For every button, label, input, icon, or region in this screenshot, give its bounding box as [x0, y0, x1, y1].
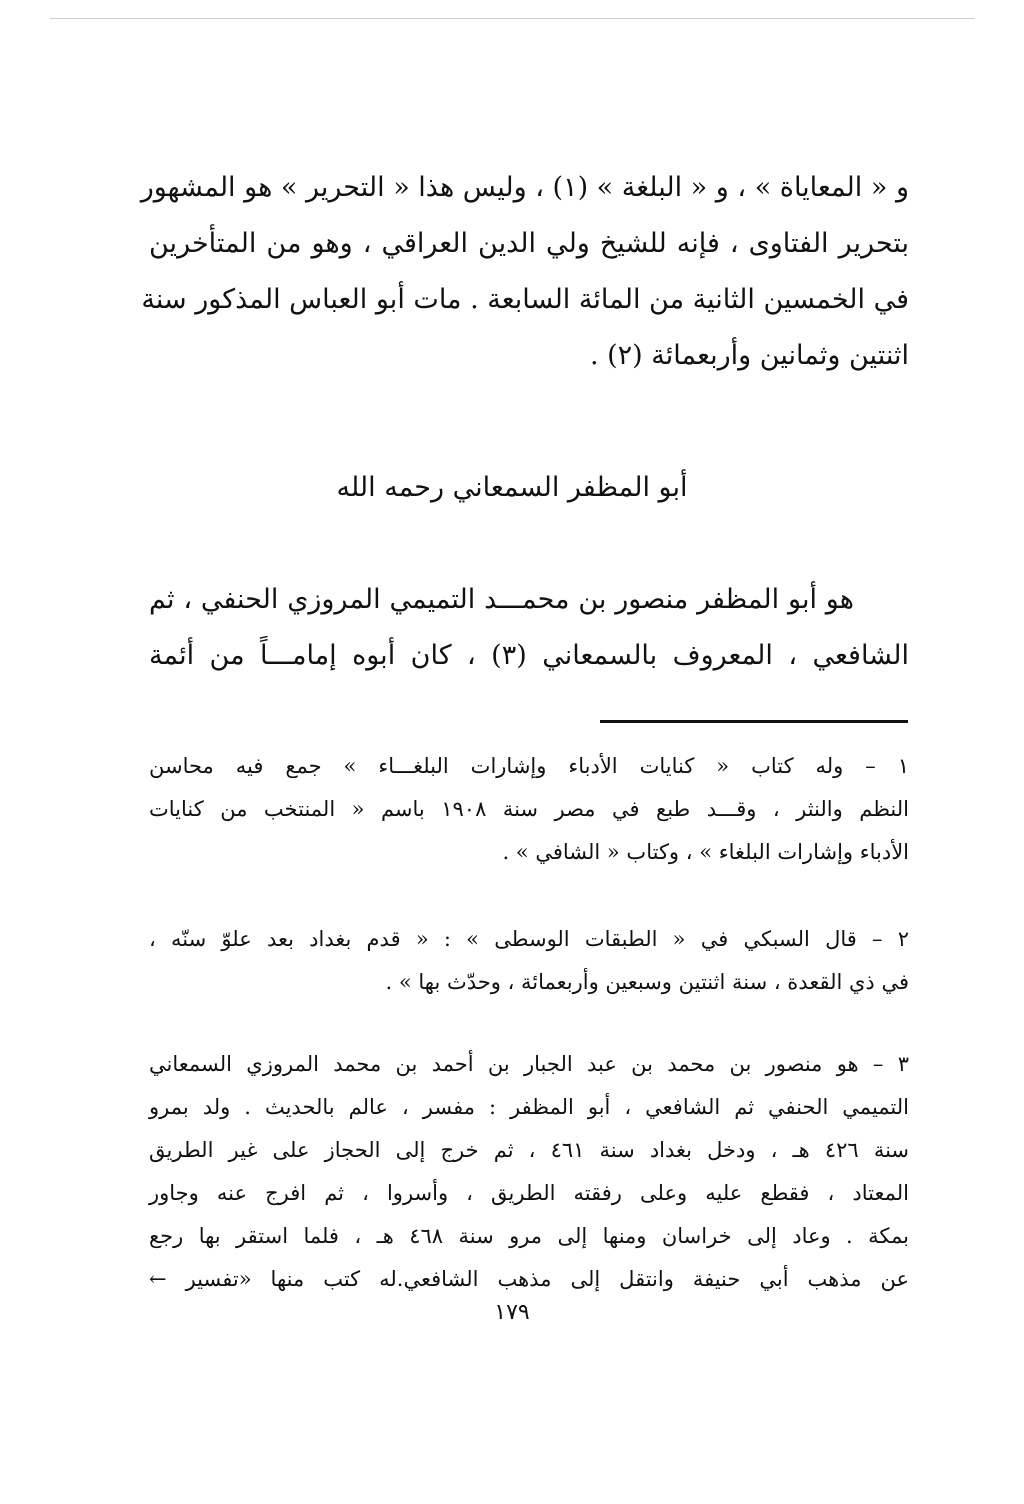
- section-heading: أبو المظفر السمعاني رحمه الله: [336, 472, 688, 503]
- paragraph-line: الشافعي ، المعروف بالسمعاني (٣) ، كان أبوه إمامـــاً من أئمة: [149, 640, 909, 671]
- footnote-line: النظم والنثر ، وقـــد طبع في مصر سنة ١٩٠٨ باسم « المنتخب من كنايات: [149, 797, 909, 821]
- paragraph-line: و « المعاياة » ، و « البلغة » (١) ، وليس هذا « التحرير » هو المشهور: [140, 172, 909, 203]
- footnote-line: عن مذهب أبي حنيفة وانتقل إلى مذهب الشافعي.له كتب منها «تفسير ←: [149, 1267, 909, 1291]
- paragraph-line: اثنتين وثمانين وأربعمائة (٢) .: [589, 340, 909, 371]
- footnote-divider: [600, 720, 908, 723]
- paragraph-line: بتحرير الفتاوى ، فإنه للشيخ ولي الدين العراقي ، وهو من المتأخرين: [149, 228, 909, 259]
- top-divider: [50, 18, 975, 19]
- footnote-line: سنة ٤٢٦ هـ ، ودخل بغداد سنة ٤٦١ ، ثم خرج إلى الحجاز على غير الطريق: [149, 1138, 910, 1162]
- footnote-3: [149, 1043, 909, 1301]
- main-paragraph: [140, 160, 909, 384]
- footnote-2: [149, 918, 909, 1004]
- footnote-line: ١ – وله كتاب « كنايات الأدباء وإشارات البلغـــاء » جمع فيه محاسن: [149, 754, 909, 778]
- footnote-line: التميمي الحنفي ثم الشافعي ، أبو المظفر : مفسر ، عالم بالحديث . ولد بمرو: [149, 1095, 909, 1119]
- footnote-line: ٢ – قال السبكي في « الطبقات الوسطى » : « قدم بغداد بعد علوّ سنّه ،: [149, 927, 909, 951]
- section-paragraph: [149, 572, 909, 684]
- footnote-1: [149, 745, 909, 874]
- paragraph-line: في الخمسين الثانية من المائة السابعة . مات أبو العباس المذكور سنة: [141, 284, 909, 315]
- footnote-line: المعتاد ، فقطع عليه وعلى رفقته الطريق ، وأسروا ، ثم افرج عنه وجاور: [149, 1181, 909, 1205]
- footnote-line: بمكة . وعاد إلى خراسان ومنها إلى مرو سنة ٤٦٨ هـ ، فلما استقر بها رجع: [149, 1224, 909, 1248]
- footnote-line: ٣ – هو منصور بن محمد بن عبد الجبار بن أحمد بن محمد المروزي السمعاني: [149, 1052, 909, 1076]
- page-number: ١٧٩: [494, 1300, 530, 1325]
- footnote-line: في ذي القعدة ، سنة اثنتين وسبعين وأربعمائة ، وحدّث بها » .: [385, 970, 909, 994]
- footnote-line: الأدباء وإشارات البلغاء » ، وكتاب « الشافي » .: [502, 840, 909, 864]
- paragraph-line: هو أبو المظفر منصور بن محمـــد التميمي المروزي الحنفي ، ثم: [149, 584, 854, 615]
